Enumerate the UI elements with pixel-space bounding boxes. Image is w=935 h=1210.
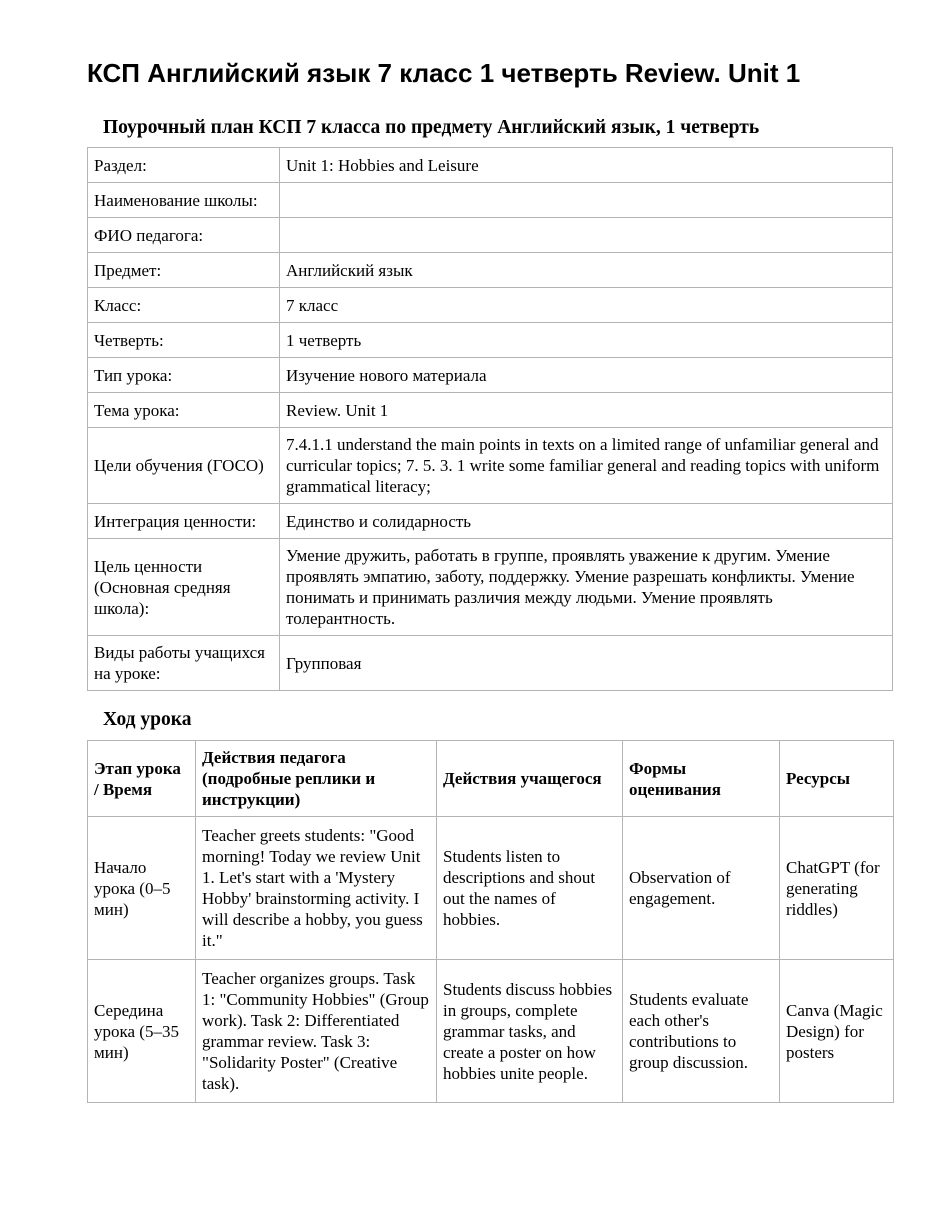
info-label: Цель ценности (Основная средняя школа): xyxy=(88,539,280,636)
table-row xyxy=(88,393,893,428)
table-row xyxy=(88,253,893,288)
lesson-info-table xyxy=(87,147,893,691)
page-title: КСП Английский язык 7 класс 1 четверть Review. Unit 1 xyxy=(87,58,801,88)
info-label: Цели обучения (ГОСО) xyxy=(88,428,280,504)
info-label: Тема урока: xyxy=(88,393,280,428)
table-row xyxy=(88,817,894,960)
student-actions-cell: Students listen to descriptions and shout out the names of hobbies. xyxy=(437,817,623,960)
table-row xyxy=(88,960,894,1103)
column-header: Действия педагога (подробные реплики и инструкции) xyxy=(196,741,437,817)
table-row xyxy=(88,636,893,691)
table-row xyxy=(88,148,893,183)
info-label: Виды работы учащихся на уроке: xyxy=(88,636,280,691)
info-value: 7.4.1.1 understand the main points in texts on a limited range of unfamiliar general and curricular topics; 7. 5. 3. 1 write some familiar general and reading topics with uniform grammatical literacy; xyxy=(280,428,893,504)
table-row xyxy=(88,323,893,358)
info-label: Интеграция ценности: xyxy=(88,504,280,539)
info-label: Четверть: xyxy=(88,323,280,358)
assessment-cell: Students evaluate each other's contributions to group discussion. xyxy=(623,960,780,1103)
lesson-flow-table xyxy=(87,740,894,1103)
info-value: Групповая xyxy=(280,636,893,691)
table-row xyxy=(88,358,893,393)
info-label: ФИО педагога: xyxy=(88,218,280,253)
assessment-cell: Observation of engagement. xyxy=(623,817,780,960)
student-actions-cell: Students discuss hobbies in groups, complete grammar tasks, and create a poster on how hobbies unite people. xyxy=(437,960,623,1103)
info-label: Наименование школы: xyxy=(88,183,280,218)
info-value: Unit 1: Hobbies and Leisure xyxy=(280,148,893,183)
info-value: Английский язык xyxy=(280,253,893,288)
teacher-actions-cell: Teacher greets students: "Good morning! Today we review Unit 1. Let's start with a 'Mystery Hobby' brainstorming activity. I will describe a hobby, you guess it." xyxy=(196,817,437,960)
column-header: Формы оценивания xyxy=(623,741,780,817)
stage-cell: Начало урока (0–5 мин) xyxy=(88,817,196,960)
info-label: Класс: xyxy=(88,288,280,323)
info-value: 7 класс xyxy=(280,288,893,323)
table-row xyxy=(88,539,893,636)
info-label: Предмет: xyxy=(88,253,280,288)
info-label: Раздел: xyxy=(88,148,280,183)
lesson-plan-subtitle: Поурочный план КСП 7 класса по предмету Английский язык, 1 четверть xyxy=(103,117,760,138)
info-value: Изучение нового материала xyxy=(280,358,893,393)
lesson-flow-heading: Ход урока xyxy=(103,709,192,730)
column-header: Этап урока / Время xyxy=(88,741,196,817)
column-header: Ресурсы xyxy=(780,741,894,817)
stage-cell: Середина урока (5–35 мин) xyxy=(88,960,196,1103)
info-value: Умение дружить, работать в группе, проявлять уважение к другим. Умение проявлять эмпатию, заботу, поддержку. Умение разрешать конфликты. Умение понимать и принимать различия между людьми. Умение проявлять толерантность. xyxy=(280,539,893,636)
table-row xyxy=(88,428,893,504)
info-label: Тип урока: xyxy=(88,358,280,393)
table-row xyxy=(88,183,893,218)
table-row xyxy=(88,288,893,323)
column-header: Действия учащегося xyxy=(437,741,623,817)
resources-cell: Canva (Magic Design) for posters xyxy=(780,960,894,1103)
info-value: 1 четверть xyxy=(280,323,893,358)
table-row xyxy=(88,504,893,539)
info-value: Единство и солидарность xyxy=(280,504,893,539)
info-value xyxy=(280,218,893,253)
info-value xyxy=(280,183,893,218)
table-header-row xyxy=(88,741,894,817)
info-value: Review. Unit 1 xyxy=(280,393,893,428)
resources-cell: ChatGPT (for generating riddles) xyxy=(780,817,894,960)
table-row xyxy=(88,218,893,253)
teacher-actions-cell: Teacher organizes groups. Task 1: "Community Hobbies" (Group work). Task 2: Differentiated grammar review. Task 3: "Solidarity Poster" (Creative task). xyxy=(196,960,437,1103)
